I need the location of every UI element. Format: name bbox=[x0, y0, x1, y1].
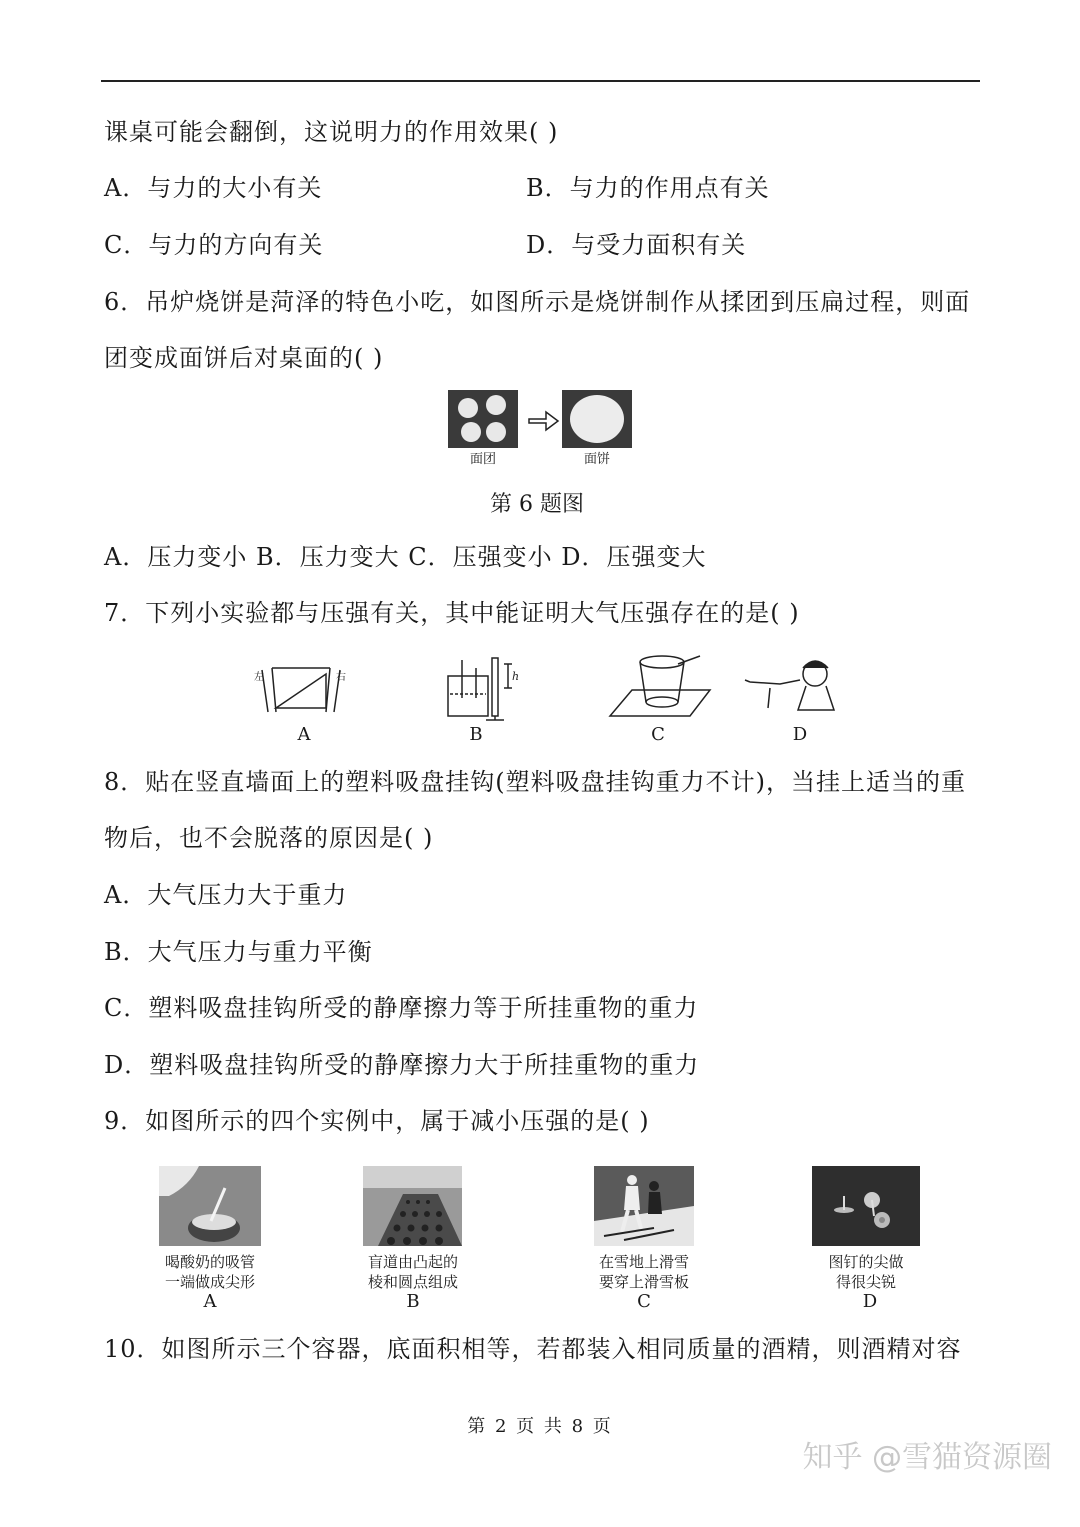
fig9-caption-d bbox=[796, 1252, 936, 1292]
fig9-letter-a: A bbox=[203, 1291, 217, 1312]
tactile-paving-photo bbox=[363, 1166, 462, 1246]
q8-option-a: A．大气压力大于重力 bbox=[104, 881, 348, 909]
fig7b-h-label: h bbox=[512, 670, 520, 683]
fig9-caption-a-line2: 一端做成尖形 bbox=[164, 1273, 255, 1291]
q8-option-c: C．塑料吸盘挂钩所受的静摩擦力等于所挂重物的重力 bbox=[104, 994, 699, 1022]
pancake-label: 面饼 bbox=[583, 452, 610, 467]
question-8-line1: 8．贴在竖直墙面上的塑料吸盘挂钩(塑料吸盘挂钩重力不计)，当挂上适当的重 bbox=[104, 768, 966, 796]
header-rule bbox=[101, 80, 980, 82]
question-9: 9．如图所示的四个实例中，属于减小压强的是( ) bbox=[104, 1107, 650, 1135]
fig7-letter-b: B bbox=[469, 724, 483, 745]
fig9-caption-b-line1: 盲道由凸起的 bbox=[367, 1253, 458, 1271]
fig9-caption-c bbox=[574, 1252, 714, 1292]
figure-6-title: 第 6 题图 bbox=[490, 492, 584, 517]
question-5-stem-end: 课桌可能会翻倒，这说明力的作用效果( ) bbox=[104, 118, 559, 146]
figure-7 bbox=[250, 650, 850, 750]
question-7: 7．下列小实验都与压强有关，其中能证明大气压强存在的是( ) bbox=[104, 599, 800, 627]
fig9-caption-c-line1: 在雪地上滑雪 bbox=[598, 1253, 689, 1271]
q5-option-b: B．与力的作用点有关 bbox=[526, 174, 770, 202]
fig7a-right-label: 右 bbox=[336, 672, 346, 683]
page-footer: 第 2 页 共 8 页 bbox=[467, 1416, 613, 1437]
q5-option-a: A．与力的大小有关 bbox=[104, 174, 323, 202]
skiing-photo bbox=[594, 1166, 694, 1246]
fig9-caption-b-line2: 棱和圆点组成 bbox=[367, 1273, 458, 1291]
thumbtack-photo bbox=[812, 1166, 920, 1246]
fig9-letter-b: B bbox=[406, 1291, 420, 1312]
q6-options: A．压力变小 B．压力变大 C．压强变小 D．压强变大 bbox=[104, 543, 707, 571]
dough-label: 面团 bbox=[469, 452, 496, 467]
fig7-letter-c: C bbox=[651, 724, 665, 745]
fig7-letter-a: A bbox=[297, 724, 311, 745]
question-10: 10．如图所示三个容器，底面积相等，若都装入相同质量的酒精，则酒精对容 bbox=[104, 1335, 962, 1363]
fig9-letter-c: C bbox=[637, 1291, 651, 1312]
fig9-caption-a-line1: 喝酸奶的吸管 bbox=[164, 1253, 255, 1271]
fig7-letter-d: D bbox=[792, 724, 808, 745]
yogurt-straw-photo bbox=[159, 1166, 261, 1246]
fig9-caption-c-line2: 要穿上滑雪板 bbox=[598, 1273, 689, 1291]
q5-option-d: D．与受力面积有关 bbox=[526, 231, 747, 259]
q8-option-d: D．塑料吸盘挂钩所受的静摩擦力大于所挂重物的重力 bbox=[104, 1051, 700, 1079]
question-6-line1: 6．吊炉烧饼是菏泽的特色小吃，如图所示是烧饼制作从揉团到压扁过程，则面 bbox=[104, 288, 971, 316]
fig9-caption-b bbox=[343, 1252, 483, 1292]
fig9-caption-d-line1: 图钉的尖做 bbox=[828, 1253, 904, 1271]
figure-6 bbox=[446, 388, 636, 472]
fig7a-left-label: 左 bbox=[254, 672, 264, 683]
q5-option-c: C．与力的方向有关 bbox=[104, 231, 324, 259]
question-6-line2: 团变成面饼后对桌面的( ) bbox=[104, 344, 384, 372]
fig9-letter-d: D bbox=[862, 1291, 878, 1312]
watermark: 知乎 @雪猫资源圈 bbox=[802, 1440, 1052, 1475]
fig9-caption-d-line2: 得很尖锐 bbox=[835, 1273, 896, 1291]
fig9-caption-a bbox=[140, 1252, 280, 1292]
q8-option-b: B．大气压力与重力平衡 bbox=[104, 938, 373, 966]
question-8-line2: 物后，也不会脱落的原因是( ) bbox=[104, 824, 434, 852]
dough-to-pancake-illustration bbox=[446, 388, 636, 450]
figure-7-drawings bbox=[250, 650, 850, 722]
